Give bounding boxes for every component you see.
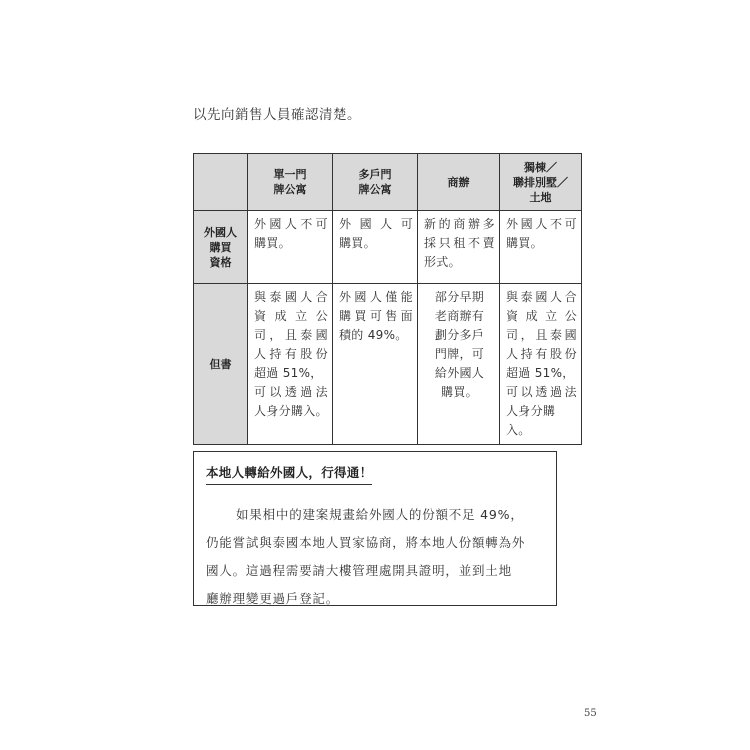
cell-line: 採只租不賣 <box>424 236 495 250</box>
cell-line: 司，且泰國 <box>506 328 577 342</box>
table-row-eligibility <box>194 211 582 284</box>
cell-line: 門牌，可 <box>434 347 485 361</box>
tip-box <box>193 451 557 606</box>
cell-eligibility-detached <box>500 211 582 284</box>
header-line: 商辦 <box>447 175 470 189</box>
cell-line: 人持有股份 <box>506 347 577 361</box>
cell-line: 購買。 <box>254 236 291 250</box>
cell-line: 部分早期 <box>434 290 485 304</box>
cell-line: 超過 51%， <box>254 366 323 380</box>
cell-line: 可以透過法 <box>506 385 577 399</box>
tip-box-title: 本地人轉給外國人，行得通！ <box>206 463 372 485</box>
header-line: 聯排別墅／ <box>513 175 568 189</box>
table-row-proviso <box>194 284 582 445</box>
tip-box-body <box>206 501 544 613</box>
tip-box-line: 國人。這過程需要請大樓管理處開具證明，並到土地 <box>206 563 512 578</box>
table-corner-cell <box>194 154 248 211</box>
cell-line: 積的 49%。 <box>339 328 408 342</box>
cell-line: 劃分多戶 <box>434 328 485 342</box>
cell-line: 人身分購入。 <box>254 404 328 418</box>
tip-box-line: 廳辦理變更過戶登記。 <box>206 591 340 606</box>
header-commercial-office <box>418 154 500 211</box>
tip-box-line: 仍能嘗試與泰國本地人買家協商，將本地人份額轉為外 <box>206 535 526 550</box>
intro-text: 以先向銷售人員確認清楚。 <box>193 107 361 123</box>
cell-eligibility-single-door <box>248 211 333 284</box>
row-label-proviso <box>194 284 248 445</box>
cell-line: 外國人不可 <box>506 217 577 231</box>
cell-line: 人身分購入。 <box>506 404 556 437</box>
cell-line: 超過 51%， <box>506 366 575 380</box>
header-line: 多戶門 <box>358 168 392 181</box>
cell-line: 新的商辦多 <box>424 217 495 231</box>
cell-line: 外國人不可 <box>254 217 328 231</box>
cell-line: 外國人可 <box>339 217 413 231</box>
cell-line: 資成立公 <box>254 309 328 323</box>
header-detached-townhouse-land <box>500 154 582 211</box>
header-line: 土地 <box>529 190 552 204</box>
cell-line: 購買。 <box>441 385 478 399</box>
cell-eligibility-commercial <box>418 211 500 284</box>
cell-line: 與泰國人合 <box>506 290 577 304</box>
row-label-line: 但書 <box>209 357 232 371</box>
cell-proviso-multi-door <box>333 284 418 445</box>
tip-box-line: 如果相中的建案規畫給外國人的份額不足 49%， <box>236 507 524 522</box>
header-line: 單一門 <box>273 168 307 181</box>
cell-line: 可以透過法 <box>254 385 328 399</box>
cell-line: 人持有股份 <box>254 347 328 361</box>
cell-line: 購買。 <box>506 236 543 250</box>
header-line: 牌公寓 <box>358 183 392 196</box>
cell-proviso-single-door <box>248 284 333 445</box>
header-line: 牌公寓 <box>273 183 307 196</box>
cell-eligibility-multi-door <box>333 211 418 284</box>
comparison-table <box>193 153 582 445</box>
cell-line: 與泰國人合 <box>254 290 328 304</box>
header-line: 獨棟／ <box>524 160 557 174</box>
row-label-eligibility <box>194 211 248 284</box>
cell-line: 資成立公 <box>506 309 577 323</box>
cell-line: 給外國人 <box>434 366 485 380</box>
cell-line: 購買。 <box>339 236 376 250</box>
header-single-door-apartment <box>248 154 333 211</box>
page-number: 55 <box>584 708 597 719</box>
cell-proviso-commercial <box>418 284 500 445</box>
cell-line: 形式。 <box>424 255 461 269</box>
cell-line: 司，且泰國 <box>254 328 328 342</box>
header-multi-door-apartment <box>333 154 418 211</box>
row-label-line: 資格 <box>209 255 232 269</box>
cell-proviso-detached <box>500 284 582 445</box>
cell-line: 購買可售面 <box>339 309 413 323</box>
row-label-line: 購買 <box>209 240 232 254</box>
table-header-row <box>194 154 582 211</box>
cell-line: 老商辦有 <box>434 309 485 323</box>
row-label-line: 外國人 <box>204 225 237 239</box>
cell-line: 外國人僅能 <box>339 290 413 304</box>
